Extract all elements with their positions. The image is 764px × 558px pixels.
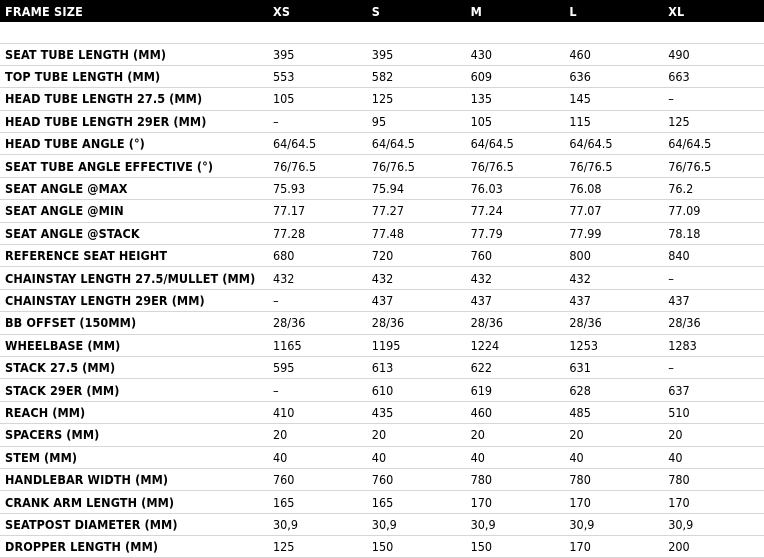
value-cell: 631 [566,356,665,378]
row-label: HEAD TUBE LENGTH 27.5 (MM) [0,88,270,110]
table-row [0,177,764,199]
value-cell: – [270,379,369,401]
row-label: STACK 29ER (MM) [0,379,270,401]
value-cell: 460 [566,43,665,65]
value-cell: 150 [468,536,567,558]
value-cell: 437 [665,289,764,311]
table-row [0,536,764,558]
table-row [0,110,764,132]
value-cell: 76/76.5 [566,155,665,177]
value-cell: 613 [369,356,468,378]
value-cell: 20 [468,424,567,446]
table-header [0,0,764,22]
table-row [0,245,764,267]
table-row [0,200,764,222]
value-cell: 30,9 [468,513,567,535]
spacer-row [0,22,764,43]
value-cell: 760 [369,468,468,490]
table-row [0,289,764,311]
value-cell: 40 [369,446,468,468]
value-cell: 76.03 [468,177,567,199]
value-cell: – [665,88,764,110]
value-cell: 77.27 [369,200,468,222]
value-cell: 170 [468,491,567,513]
table-row [0,267,764,289]
table-row [0,222,764,244]
row-label: CHAINSTAY LENGTH 27.5/MULLET (MM) [0,267,270,289]
value-cell: 553 [270,65,369,87]
row-label: REFERENCE SEAT HEIGHT [0,245,270,267]
value-cell: – [270,110,369,132]
value-cell: 628 [566,379,665,401]
table-row [0,43,764,65]
value-cell: 800 [566,245,665,267]
row-label: REACH (MM) [0,401,270,423]
value-cell: 760 [468,245,567,267]
value-cell: 28/36 [468,312,567,334]
value-cell: 28/36 [566,312,665,334]
header-size-xl: XL [668,3,685,19]
value-cell: 40 [566,446,665,468]
table-row [0,379,764,401]
value-cell: 430 [468,43,567,65]
row-label: BB OFFSET (150MM) [0,312,270,334]
value-cell: 595 [270,356,369,378]
row-label: HANDLEBAR WIDTH (MM) [0,468,270,490]
table-row [0,446,764,468]
value-cell: – [665,356,764,378]
value-cell: 95 [369,110,468,132]
table-row [0,334,764,356]
value-cell: 105 [270,88,369,110]
value-cell: 510 [665,401,764,423]
value-cell: 28/36 [369,312,468,334]
table-row [0,65,764,87]
value-cell: – [665,267,764,289]
row-label: SEAT ANGLE @MAX [0,177,270,199]
value-cell: 30,9 [369,513,468,535]
value-cell: 30,9 [270,513,369,535]
value-cell: 485 [566,401,665,423]
value-cell: 432 [468,267,567,289]
value-cell: 64/64.5 [270,133,369,155]
value-cell: 200 [665,536,764,558]
value-cell: 432 [566,267,665,289]
table-row [0,312,764,334]
value-cell: 490 [665,43,764,65]
value-cell: 40 [468,446,567,468]
table-row [0,401,764,423]
value-cell: 622 [468,356,567,378]
value-cell: 75.93 [270,177,369,199]
value-cell: 125 [270,536,369,558]
value-cell: 76/76.5 [369,155,468,177]
value-cell: 663 [665,65,764,87]
header-size-l: L [569,3,577,19]
row-label: SEAT TUBE LENGTH (MM) [0,43,270,65]
value-cell: 20 [566,424,665,446]
value-cell: 77.99 [566,222,665,244]
value-cell: 432 [270,267,369,289]
value-cell: 610 [369,379,468,401]
value-cell: 76.2 [665,177,764,199]
value-cell: 77.17 [270,200,369,222]
header-frame-size: FRAME SIZE [5,3,83,19]
row-label: HEAD TUBE LENGTH 29ER (MM) [0,110,270,132]
row-label: TOP TUBE LENGTH (MM) [0,65,270,87]
header-size-xs: XS [273,3,291,19]
value-cell: 437 [468,289,567,311]
value-cell: 780 [665,468,764,490]
value-cell: 395 [369,43,468,65]
row-label: DROPPER LENGTH (MM) [0,536,270,558]
table-row [0,155,764,177]
row-label: CHAINSTAY LENGTH 29ER (MM) [0,289,270,311]
value-cell: 77.28 [270,222,369,244]
value-cell: 582 [369,65,468,87]
value-cell: 20 [369,424,468,446]
value-cell: 437 [369,289,468,311]
value-cell: 76/76.5 [665,155,764,177]
value-cell: 150 [369,536,468,558]
value-cell: 105 [468,110,567,132]
value-cell: 20 [665,424,764,446]
value-cell: 636 [566,65,665,87]
value-cell: 64/64.5 [665,133,764,155]
value-cell: 76/76.5 [270,155,369,177]
value-cell: 30,9 [665,513,764,535]
value-cell: 840 [665,245,764,267]
header-size-m: M [470,3,482,19]
value-cell: 170 [566,536,665,558]
value-cell: 40 [665,446,764,468]
value-cell: 77.48 [369,222,468,244]
value-cell: 76.08 [566,177,665,199]
value-cell: 609 [468,65,567,87]
value-cell: 64/64.5 [566,133,665,155]
value-cell: 78.18 [665,222,764,244]
value-cell: 1195 [369,334,468,356]
value-cell: 28/36 [665,312,764,334]
row-label: STEM (MM) [0,446,270,468]
value-cell: 40 [270,446,369,468]
value-cell: 460 [468,401,567,423]
value-cell: 125 [369,88,468,110]
value-cell: 135 [468,88,567,110]
value-cell: 77.07 [566,200,665,222]
table-row [0,468,764,490]
value-cell: 64/64.5 [369,133,468,155]
value-cell: 76/76.5 [468,155,567,177]
value-cell: 64/64.5 [468,133,567,155]
row-label: SPACERS (MM) [0,424,270,446]
table-row [0,356,764,378]
value-cell: 1165 [270,334,369,356]
table-row [0,491,764,513]
value-cell: 637 [665,379,764,401]
header-row [0,0,764,22]
value-cell: 435 [369,401,468,423]
value-cell: – [270,289,369,311]
row-label: SEAT ANGLE @STACK [0,222,270,244]
value-cell: 115 [566,110,665,132]
value-cell: 77.09 [665,200,764,222]
value-cell: 75.94 [369,177,468,199]
row-label: SEAT TUBE ANGLE EFFECTIVE (°) [0,155,270,177]
spacer-cell [0,22,764,43]
value-cell: 437 [566,289,665,311]
value-cell: 170 [665,491,764,513]
value-cell: 125 [665,110,764,132]
table-row [0,88,764,110]
value-cell: 780 [566,468,665,490]
value-cell: 30,9 [566,513,665,535]
value-cell: 77.79 [468,222,567,244]
value-cell: 77.24 [468,200,567,222]
value-cell: 410 [270,401,369,423]
value-cell: 760 [270,468,369,490]
header-size-s: S [371,3,381,19]
value-cell: 28/36 [270,312,369,334]
row-label: STACK 27.5 (MM) [0,356,270,378]
value-cell: 619 [468,379,567,401]
row-label: SEAT ANGLE @MIN [0,200,270,222]
value-cell: 395 [270,43,369,65]
row-label: CRANK ARM LENGTH (MM) [0,491,270,513]
table-row [0,424,764,446]
value-cell: 170 [566,491,665,513]
table-row [0,133,764,155]
row-label: SEATPOST DIAMETER (MM) [0,513,270,535]
value-cell: 165 [270,491,369,513]
value-cell: 1253 [566,334,665,356]
value-cell: 165 [369,491,468,513]
row-label: WHEELBASE (MM) [0,334,270,356]
value-cell: 1283 [665,334,764,356]
value-cell: 145 [566,88,665,110]
value-cell: 780 [468,468,567,490]
value-cell: 432 [369,267,468,289]
table-body [0,22,764,558]
value-cell: 680 [270,245,369,267]
value-cell: 720 [369,245,468,267]
row-label: HEAD TUBE ANGLE (°) [0,133,270,155]
value-cell: 1224 [468,334,567,356]
value-cell: 20 [270,424,369,446]
table-row [0,513,764,535]
